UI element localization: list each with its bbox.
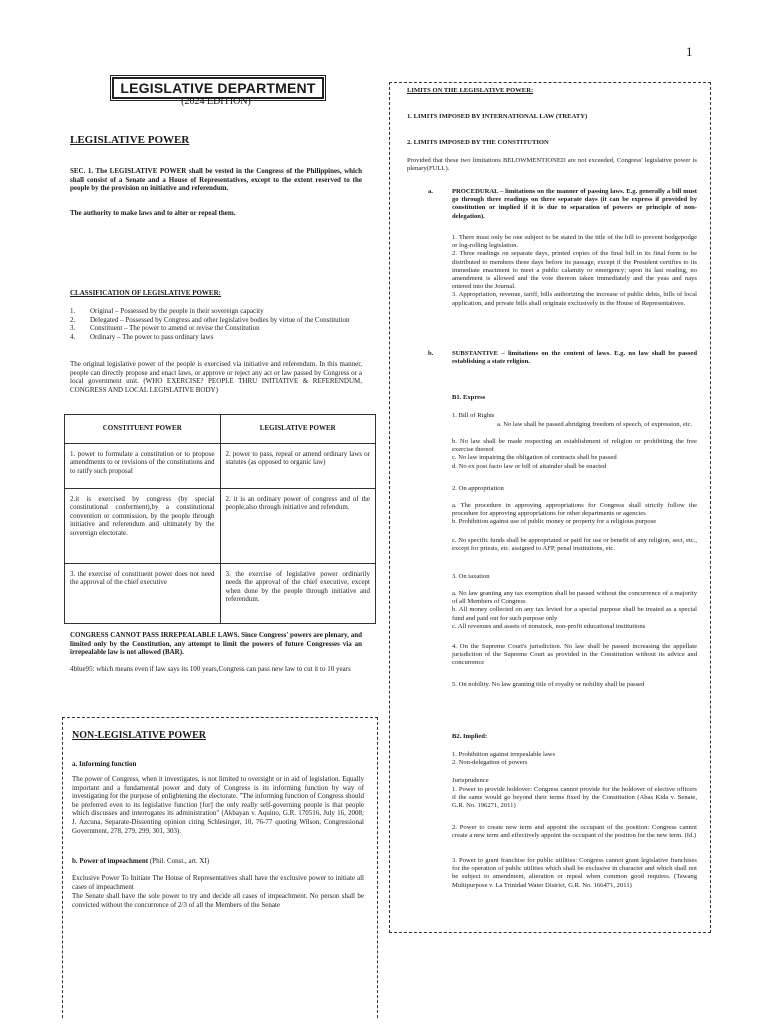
irrepealable-laws-text: CONGRESS CANNOT PASS IRREPEALABLE LAWS. Since Congress' powers are plenary, and limited only by the Constitution, any attempt to limit the powers of future Congresses via an irrepealable law is not allowed (BAR). [70, 631, 362, 657]
express-heading: B1. Express [452, 394, 486, 401]
original-power-paragraph: The original legislative power of the people is exercised via initiative and referendum. In this manner, people can directly propose and enact laws, or approve or reject any act or law passed by Congress or a local government unit. (WHO EXERCISE? PEOPLE THRU INITIATIVE & REFERENDUM, CONGRESS AND LOCAL LEGISLATIVE BODY) [70, 360, 362, 394]
powers-table [64, 414, 376, 624]
informing-function-text: The power of Congress, when it investigates, is not limited to oversight or in aid of legislation. Equally important and a fundamental power and duty of Congress is its informing function by way of investigating for the purpose of enlightening the electorate. "The informing function of Congress should be preferred even to its legislative function [for] the only really self-governing people is that people which discusses and interrogates its administration" (Akbayan v. Aquino, G.R. 170516, July 16, 2008; J. Azcuna, Separate-Dissenting opinion citing Schlesinger, 10, 76-77 quoting Wilson, Congressional Government, 278, 279, 299, 301, 303). [72, 775, 364, 835]
jurisprudence-2: 2. Power to create new term and appoint the occupant of the position: Congress cannot create a new term and effectively appoint the occupant of the position for the new term. (Id.) [452, 824, 697, 840]
appropriation-c: c. No specific funds shall be appropriated or paid for use or benefit of any religion, sect, etc., except for priests, etc. assigned to AFP, penal institutions, etc. [452, 537, 697, 553]
bill-of-rights-label: 1. Bill of Rights [452, 412, 495, 419]
list-item: a. No law granting any tax exemption shall be passed without the concurrence of a majority of all Members of Congress [452, 590, 697, 606]
edition-label: (2024 EDITION) [181, 96, 251, 107]
table-cell: 3. the exercise of legislative power ordinarily needs the approval of the chief executive, except when done by the people through initiative and referendum. [220, 563, 376, 623]
list-item: c. All revenues and assets of nonstock, non-profit educational institutions [452, 622, 646, 630]
section-1-text: SEC. 1. The LEGISLATIVE POWER shall be vested in the Congress of the Philippines, which shall consist of a Senate and a House of Representatives, except to the extent reserved to the people by the provision on initiative and referendum. [70, 167, 362, 193]
list-item: 2. Non-delegation of powers [452, 759, 528, 767]
document-title: LEGISLATIVE DEPARTMENT [112, 77, 324, 99]
implied-items [452, 751, 697, 767]
table-cell: 2. power to pass, repeal or amend ordinary laws or statutes (as opposed to organic law) [220, 443, 376, 488]
procedural-label: a. [428, 188, 433, 195]
nobility-text: 5. On nobility. No law granting title of royalty or nobility shall be passed [452, 681, 645, 688]
list-item: 1. Original – Possessed by the people in their sovereign capacity [70, 307, 264, 315]
impeachment-text-1: Exclusive Power To Initiate The House of Representatives shall have the exclusive power to initiate all cases of impeachment [72, 874, 364, 891]
list-item: b. All money collected on any tax levied for a special purpose shall be treated as a special fund and paid out for such purpose only [452, 606, 697, 622]
jurisprudence-3: 3. Power to grant franchise for public utilities: Congress cannot grant legislative franchises for the operation of public utilities which shall be exclusive in character and which shall not be subject to amendment, alteration or repeal when common good requires. (Tawang Multipurpose v. La Trinidad Water District, G.R. No. 166471, 2011) [452, 857, 697, 889]
list-item: 3. Constituent – The power to amend or revise the Constitution [70, 324, 260, 333]
note-text: 4blue95: which means even if law says its 100 years,Congress can pass new law to cut it to 10 years [70, 665, 351, 673]
non-legislative-heading: NON-LEGISLATIVE POWER [72, 730, 207, 741]
authority-text: The authority to make laws and to alter or repeal them. [70, 209, 236, 217]
taxation-items [452, 590, 697, 631]
list-item: 1. There must only be one subject to be stated in the title of the bill to prevent hodgepodge or log-rolling legislation. [452, 234, 697, 250]
procedural-text: PROCEDURAL – limitations on the manner of passing laws. E.g. generally a bill must go through three readings on three separate days (it can be express if provided by constitution or implied if it is due to separation of powers or principle of non-delegation). [452, 188, 697, 220]
substantive-label: b. [428, 350, 434, 357]
informing-function-heading: a. Informing function [72, 760, 137, 768]
classification-list [70, 307, 362, 341]
table-cell: 2.it is exercised by congress (by special constitutional conferment),by a constitutional convention or commission, by the people through initiative and referendum and ultimately by the sovereign electorate. [65, 488, 221, 563]
table-cell: 1. power to formulate a constitution or to propose amendments to or revisions of the constitutions and to ratify such proposal [65, 443, 221, 488]
bill-of-rights-a: a. No law shall be passed abridging freedom of speech, of expression, etc. [497, 421, 693, 428]
list-item: 2. Delegated – Possessed by Congress and other legislative bodies by virtue of the Constitution [70, 315, 350, 324]
list-item: b. No law shall be made respecting an establishment of religion or prohibiting the free exercise thereof [452, 438, 697, 454]
table-cell: 3. the exercise of constituent power does not need the approval of the chief executive [65, 563, 221, 623]
list-item: b. Prohibition against use of public money or property for a religious purpose [452, 518, 657, 526]
jurisprudence-label: Jurisprudence [452, 777, 489, 784]
jurisprudence-1: 1. Power to provide holdover: Congress cannot provide for the holdover of elective officers if the same would go beyond their terms fixed by the Constitution (Abas Kida v. Senate, G.R. No. 196271, 2011) [452, 786, 697, 810]
limits-heading: LIMITS ON THE LEGISLATIVE POWER: [407, 87, 534, 94]
list-item: 2. Three readings on separate days, printed copies of the final bill in its final form to be distributed to members three days before its passage, except if the President certifies to its immediate enactment to meet a public calamity or emergency; upon its last reading, no amendment is allowed and the vote thereon taken immediately and the yeas and nays entered into the Journal. [452, 250, 697, 291]
legislative-power-heading: LEGISLATIVE POWER [70, 134, 190, 146]
provided-text: Provided that these two limitations BELOWMENTIONED are not exceeded, Congress' legislative power is plenary(FULL). [407, 157, 697, 173]
substantive-text: SUBSTANTIVE – limitations on the content of laws. E.g. no law shall be passed establishing a state religion. [452, 350, 697, 366]
list-item: 1. Prohibition against irrepealable laws [452, 751, 556, 758]
limit-international: 1. LIMITS IMPOSED BY INTERNATIONAL LAW (TREATY) [407, 113, 588, 120]
appropriation-items [452, 502, 697, 527]
impeachment-text-2: The Senate shall have the sole power to try and decide all cases of impeachment. No person shall be convicted without the concurrence of 2/3 of all the Members of the Senate [72, 892, 364, 909]
list-item: a. The procedure in approving appropriations for Congress shall strictly follow the procedure for approving appropriations for other departments or agencies [452, 502, 697, 518]
implied-heading: B2. Implied: [452, 733, 488, 740]
classification-heading: CLASSIFICATION OF LEGISLATIVE POWER: [70, 289, 221, 297]
limit-constitution: 2. LIMITS IMPOSED BY THE CONSTITUTION [407, 139, 549, 146]
table-cell: 2. it is an ordinary power of congress and of the people,also through initiative and refendum. [220, 488, 376, 563]
bill-of-rights-items [452, 438, 697, 471]
table-header: LEGISLATIVE POWER [220, 415, 376, 444]
taxation-label: 3. On taxation [452, 573, 490, 580]
list-item: 3. Appropriation, revenue, tariff, bills authorizing the increase of public debts, bills of local application, and private bills shall originate exclusively in the House of Representatives. [452, 291, 697, 307]
list-item: 4. Ordinary – The power to pass ordinary laws [70, 332, 214, 341]
table-header: CONSTITUENT POWER [65, 415, 221, 444]
appropriation-label: 2. On appropriation [452, 485, 504, 492]
impeachment-heading: b. Power of impeachment (Phil. Const., art. XI) [72, 857, 210, 865]
procedural-items [452, 234, 697, 308]
supreme-court-text: 4. On the Supreme Court's jurisdiction. No law shall be passed increasing the appellate jurisdiction of the Supreme Court as provided in the Constitution without its advice and concurrence [452, 643, 697, 667]
list-item: d. No ex post facto law or bill of attainder shall be enacted [452, 462, 607, 470]
list-item: c. No law impairing the obligation of contracts shall be passed [452, 454, 617, 462]
page-number: 1 [686, 44, 693, 59]
